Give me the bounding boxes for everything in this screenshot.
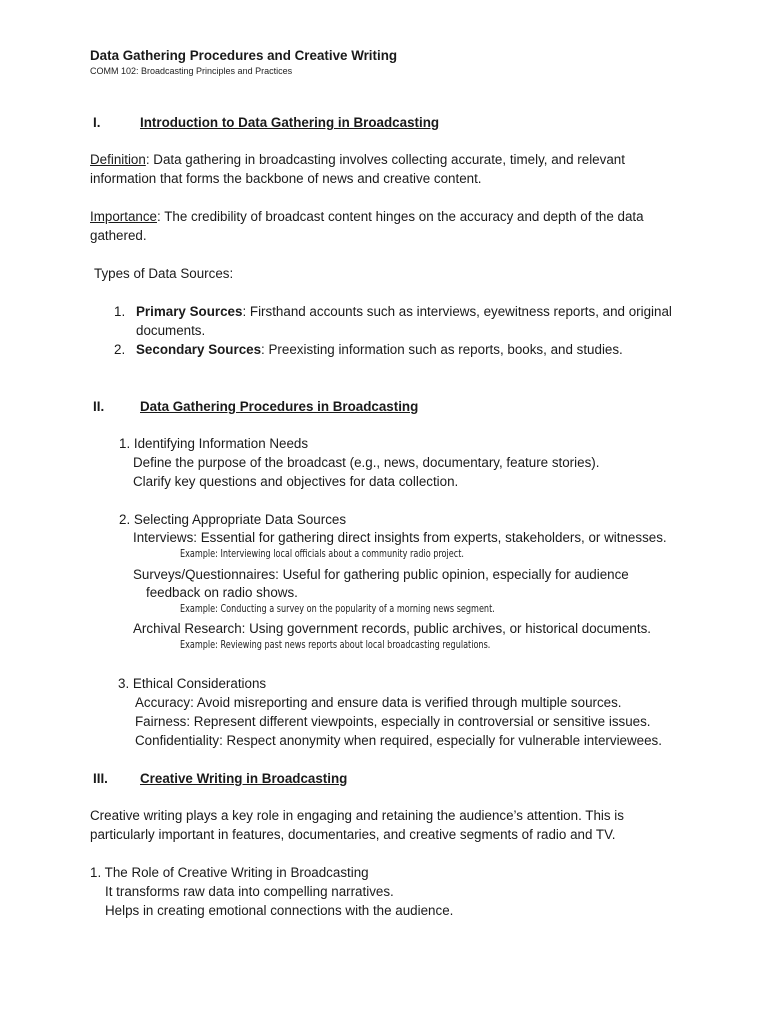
creative-intro-line-1: Creative writing plays a key role in engaging and retaining the audience’s attention. This is [90,808,624,823]
creative-intro-line-2: particularly important in features, documentaries, and creative segments of radio and TV. [90,827,616,842]
step-2-heading: 2. Selecting Appropriate Data Sources [119,512,347,527]
definition-text: : Data gathering in broadcasting involves collecting accurate, timely, and relevant [145,152,625,167]
document-subtitle: COMM 102: Broadcasting Principles and Practices [90,66,293,76]
ethics-confidentiality: Confidentiality: Respect anonymity when required, especially for vulnerable interviewees. [135,733,662,748]
importance-label: Importance [90,209,157,224]
type-1-line-1 [136,303,672,322]
step-3-heading: 3. Ethical Considerations [118,676,267,691]
ethics-accuracy: Accuracy: Avoid misreporting and ensure data is verified through multiple sources. [135,695,622,710]
type-2-line-1 [136,341,623,360]
type-1-marker: 1. [114,304,126,319]
type-2-marker: 2. [114,342,126,357]
role-line-2: Helps in creating emotional connections with the audience. [105,903,454,918]
definition-label: Definition [90,152,146,167]
importance-line-2: gathered. [90,228,147,243]
definition-line-2: information that forms the backbone of news and creative content. [90,171,482,186]
archival-line: Archival Research: Using government records, public archives, or historical documents. [133,621,651,636]
section-2-title: Data Gathering Procedures in Broadcasting [140,399,419,414]
step-1-line-1: Define the purpose of the broadcast (e.g., news, documentary, feature stories). [133,455,600,470]
definition-line-1 [90,151,625,170]
types-heading: Types of Data Sources: [94,266,234,281]
type-1-line-2: documents. [136,323,206,338]
interviews-example: Example: Interviewing local officials about a community radio project. [180,548,464,560]
archival-example: Example: Reviewing past news reports about local broadcasting regulations. [180,639,491,651]
type-2-text: : Preexisting information such as reports, books, and studies. [261,342,623,357]
importance-line-1 [90,208,644,227]
role-line-1: It transforms raw data into compelling narratives. [105,884,394,899]
importance-text: : The credibility of broadcast content hinges on the accuracy and depth of the data [157,209,644,224]
type-1-label: Primary Sources [136,304,243,319]
section-1-number: I. [93,115,101,130]
section-3-number: III. [93,771,108,786]
section-2-number: II. [93,399,105,414]
role-heading: 1. The Role of Creative Writing in Broadcasting [90,865,369,880]
surveys-example: Example: Conducting a survey on the popularity of a morning news segment. [180,603,495,615]
surveys-line-2: feedback on radio shows. [146,585,298,600]
section-3-title: Creative Writing in Broadcasting [140,771,348,786]
type-2-label: Secondary Sources [136,342,262,357]
ethics-fairness: Fairness: Represent different viewpoints, especially in controversial or sensitive issues. [135,714,651,729]
step-1-heading: 1. Identifying Information Needs [119,436,309,451]
step-1-line-2: Clarify key questions and objectives for data collection. [133,474,459,489]
interviews-line: Interviews: Essential for gathering direct insights from experts, stakeholders, or witnesses. [133,530,667,545]
surveys-line-1: Surveys/Questionnaires: Useful for gathering public opinion, especially for audience [133,567,629,582]
document-title: Data Gathering Procedures and Creative Writing [90,48,398,63]
type-1-text: : Firsthand accounts such as interviews, eyewitness reports, and original [242,304,672,319]
section-1-title: Introduction to Data Gathering in Broadcasting [140,115,440,130]
